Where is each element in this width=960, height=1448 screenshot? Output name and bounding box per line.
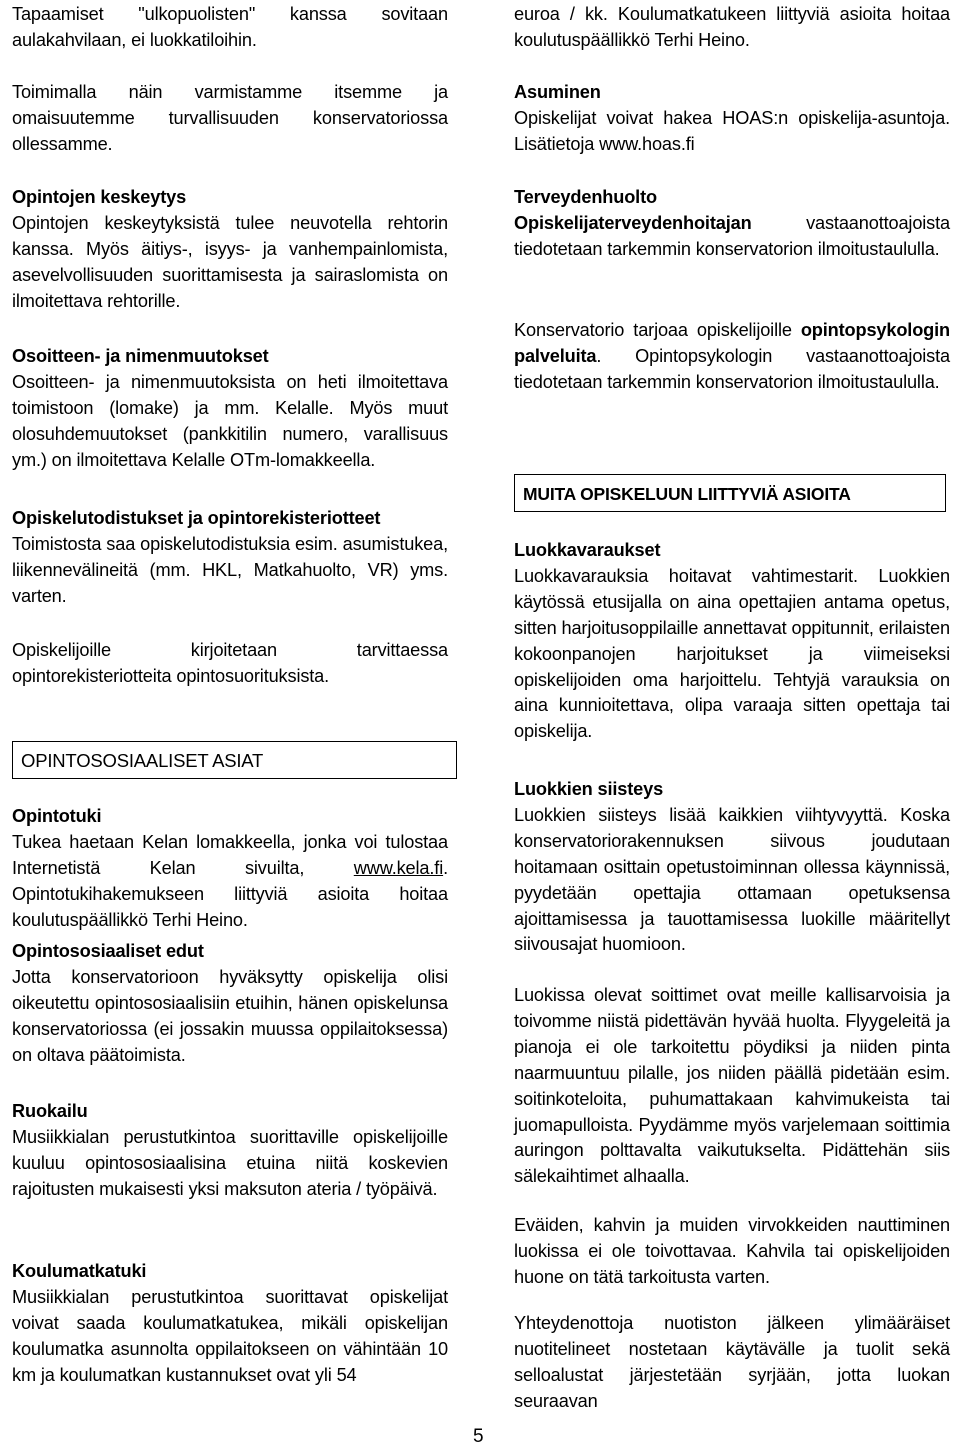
- rekisteri-paragraph: [12, 638, 448, 690]
- intro-paragraph: [12, 2, 448, 54]
- body-text: . Opintopsykologin vastaanottoajoista tiedotetaan tarkemmin konservatorion ilmoitustaululla.: [514, 345, 950, 392]
- section-body: Jotta konservatorioon hyväksytty opiskelija olisi oikeutettu opintososiaalisiin etuihin, hänen opiskelunsa konservatoriossa (ei jossakin muussa oppilaitoksessa) on oltava päätoimista.: [12, 966, 448, 1065]
- evaat-paragraph: [514, 1213, 950, 1291]
- section-body: Opiskelijat voivat hakea HOAS:n opiskelija-asuntoja. Lisätietoja www.hoas.fi: [514, 107, 950, 154]
- section-terveydenhuolto: [514, 185, 950, 263]
- paragraph-text: Toimimalla näin varmistamme itsemme ja omaisuutemme turvallisuuden konservatoriossa ollessamme.: [12, 82, 448, 154]
- section-heading: Opintojen keskeytys: [12, 187, 187, 207]
- section-ruokailu: [12, 1099, 448, 1203]
- bold-text: opintopsykologin palveluita: [514, 320, 950, 366]
- section-asuminen: [514, 80, 950, 158]
- bold-text: Opiskelijaterveydenhoitajan: [514, 212, 752, 233]
- section-body: [12, 830, 448, 934]
- section-box-muita-asioita: [514, 474, 946, 512]
- paragraph-text: euroa / kk. Koulumatkatukeen liittyviä asioita hoitaa koulutuspäällikkö Terhi Heino.: [514, 4, 950, 50]
- section-heading: Luokkien siisteys: [514, 779, 664, 799]
- section-osoite: [12, 344, 448, 474]
- section-box-opintososiaaliset: [12, 741, 457, 779]
- safety-paragraph: [12, 80, 448, 158]
- paragraph-text: Yhteydenottoja nuotiston jälkeen ylimääräiset nuotitelineet nostetaan käytävälle ja tuolit sekä selloalustat järjestetään syrjään, jotta luokan seuraavan: [514, 1313, 950, 1411]
- section-body: Musiikkialan perustutkintoa suorittaville opiskelijoille kuuluu opintososiaalisina etuina niitä koskevien rajoitusten mukaisesti yksi maksuton ateria / työpäivä.: [12, 1126, 448, 1199]
- section-heading: Opintososiaaliset edut: [12, 941, 204, 961]
- section-body: Luokkavarauksia hoitavat vahtimestarit. Luokkien käytössä etusijalla on aina opettajien antama opetus, sitten harjoitusoppilaille annettavat oppitunnit, erilaisten kokoonpanojen harjoitukset ja viimeiseksi opiskelijoiden oma harjoittelu. Tehtyjä varauksia on aina kunnioitettava, olipa varaaja sitten opettaja tai opiskelija.: [514, 565, 950, 742]
- page-number: 5: [473, 1426, 484, 1447]
- section-heading: Luokkavaraukset: [514, 540, 661, 560]
- continuation-paragraph: [514, 2, 950, 54]
- section-keskeytys: [12, 185, 448, 315]
- paragraph-text: Tapaamiset "ulkopuolisten" kanssa sovitaan aulakahvilaan, ei luokkatiloihin.: [12, 4, 448, 50]
- section-koulumatkatuki: [12, 1259, 448, 1389]
- section-edut: [12, 939, 448, 1069]
- kela-link[interactable]: www.kela.fi: [353, 857, 444, 878]
- nuotit-paragraph: [514, 1311, 950, 1415]
- box-title: OPINTOSOSIAALISET ASIAT: [21, 750, 264, 771]
- paragraph-text: [514, 318, 950, 396]
- box-title: MUITA OPISKELUUN LIITTYVIÄ ASIOITA: [523, 484, 851, 504]
- section-body: Toimistosta saa opiskelutodistuksia esim. asumistukea, liikennevälineitä (mm. HKL, Matkahuolto, VR) yms. varten.: [12, 533, 448, 606]
- section-luokkavaraukset: [514, 538, 950, 745]
- soittimet-paragraph: [514, 983, 950, 1190]
- section-heading: Ruokailu: [12, 1101, 88, 1121]
- section-todistukset: [12, 506, 448, 610]
- section-body: [514, 211, 950, 263]
- section-siisteys: [514, 777, 950, 958]
- section-heading: Opintotuki: [12, 806, 102, 826]
- section-opintotuki: [12, 804, 448, 934]
- section-body: Musiikkialan perustutkintoa suorittavat opiskelijat voivat saada koulumatkatukea, mikäli opiskelijan koulumatka asunnolta oppilaitokseen on vähintään 10 km ja koulumatkan kustannukset ovat yli 54: [12, 1286, 448, 1385]
- body-text: . Opintotukihakemukseen liittyviä asioita hoitaa koulutuspäällikkö Terhi Heino.: [12, 857, 448, 930]
- paragraph-text: Eväiden, kahvin ja muiden virvokkeiden nauttiminen luokissa ei ole toivottavaa. Kahvila tai opiskelijoiden huone on tätä tarkoitusta varten.: [514, 1215, 950, 1287]
- section-body: Osoitteen- ja nimenmuutoksista on heti ilmoitettava toimistoon (lomake) ja mm. Kelalle. Myös muut olosuhdemuutokset (pankkitilin numero, varallisuus ym.) on ilmoitettava Kelalle OTm-lomakkeella.: [12, 371, 448, 470]
- paragraph-text: Opiskelijoille kirjoitetaan tarvittaessa opintorekisteriotteita opintosuorituksista.: [12, 640, 448, 686]
- body-text: vastaanottoajoista tiedotetaan tarkemmin konservatorion ilmoitustaululla.: [514, 212, 950, 259]
- psykologi-paragraph: [514, 318, 950, 396]
- section-heading: Opiskelutodistukset ja opintorekisteriotteet: [12, 508, 381, 528]
- section-heading: Terveydenhuolto: [514, 187, 657, 207]
- paragraph-text: Luokissa olevat soittimet ovat meille kallisarvoisia ja toivomme niistä pidettävän hyvää huolta. Flyygeleitä ja pianoja ei ole tarkoitettu pöydiksi ja niiden pinta naarmuuntuu pilalle, jos niiden päällä pidetään esim. soitinkoteloita, puhumattakaan kahvimukeista tai juomapulloista. Pyydämme myös varjelemaan soittimia auringon polttavalta vaikutukselta. Pidättehän siis sälekaihtimet alhaalla.: [514, 985, 950, 1187]
- body-text: Konservatorio tarjoaa opiskelijoille: [514, 320, 801, 340]
- section-heading: Asuminen: [514, 82, 601, 102]
- section-body: Luokkien siisteys lisää kaikkien viihtyvyyttä. Koska konservatoriorakennuksen siivous joudutaan hoitamaan osittain opetustoiminnan ollessa käynnissä, pyydetään opettajia ottamaan opetuksensa ajoittamisessa ja tauottamisessa luokille määritellyt siivousajat huomioon.: [514, 804, 950, 955]
- section-heading: Osoitteen- ja nimenmuutokset: [12, 346, 269, 366]
- section-body: Opintojen keskeytyksistä tulee neuvotella rehtorin kanssa. Myös äitiys-, isyys- ja vanhempainlomista, asevelvollisuuden suorittamisesta ja sairaslomista on ilmoitettava rehtorille.: [12, 212, 448, 311]
- section-heading: Koulumatkatuki: [12, 1261, 147, 1281]
- body-text: Tukea haetaan Kelan lomakkeella, jonka voi tulostaa Internetistä Kelan sivuilta,: [12, 831, 448, 878]
